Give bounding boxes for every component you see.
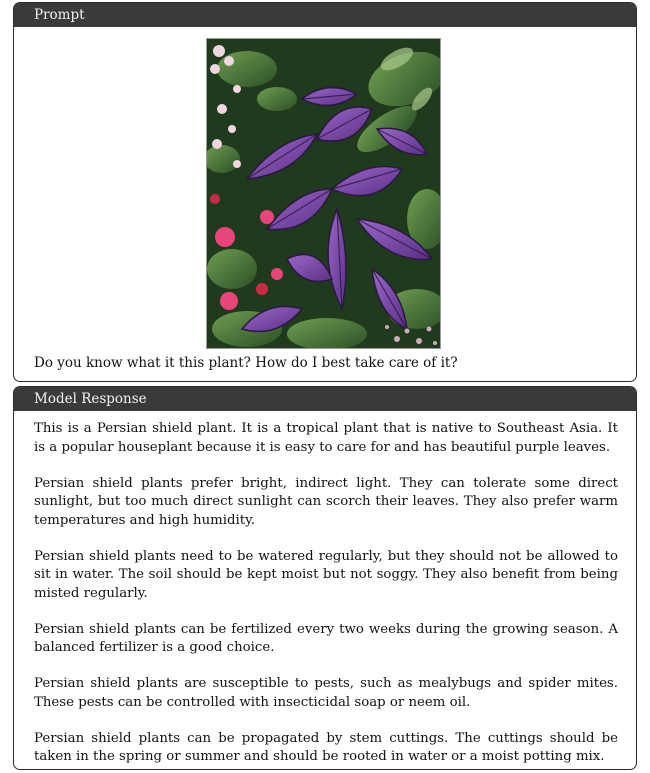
response-body [14, 411, 636, 767]
response-paragraph: Persian shield plants prefer bright, indirect light. They can tolerate some direct sunlight, but too much direct sunlight can scorch their leaves. They also prefer warm temperatures and high humidity. [34, 475, 618, 528]
prompt-header: Prompt [14, 3, 636, 27]
response-paragraph: Persian shield plants can be fertilized every two weeks during the growing season. A balanced fertilizer is a good choice. [34, 621, 618, 655]
response-paragraph: Persian shield plants can be propagated by stem cuttings. The cuttings should be taken in the spring or summer and should be rooted in water or a moist potting mix. [34, 730, 618, 764]
response-paragraph: Persian shield plants need to be watered regularly, but they should not be allowed to sit in water. The soil should be kept moist but not soggy. They also benefit from being misted regularly. [34, 548, 618, 601]
response-paragraph: This is a Persian shield plant. It is a tropical plant that is native to Southeast Asia. It is a popular houseplant because it is easy to care for and has beautiful purple leaves. [34, 421, 618, 455]
response-paragraph: Persian shield plants are susceptible to pests, such as mealybugs and spider mites. These pests can be controlled with insecticidal soap or neem oil. [34, 676, 618, 710]
plant-photo [206, 38, 441, 349]
prompt-panel [13, 2, 637, 382]
response-header: Model Response [14, 387, 636, 411]
response-panel [13, 386, 637, 770]
prompt-question: Do you know what it this plant? How do I best take care of it? [34, 355, 458, 371]
